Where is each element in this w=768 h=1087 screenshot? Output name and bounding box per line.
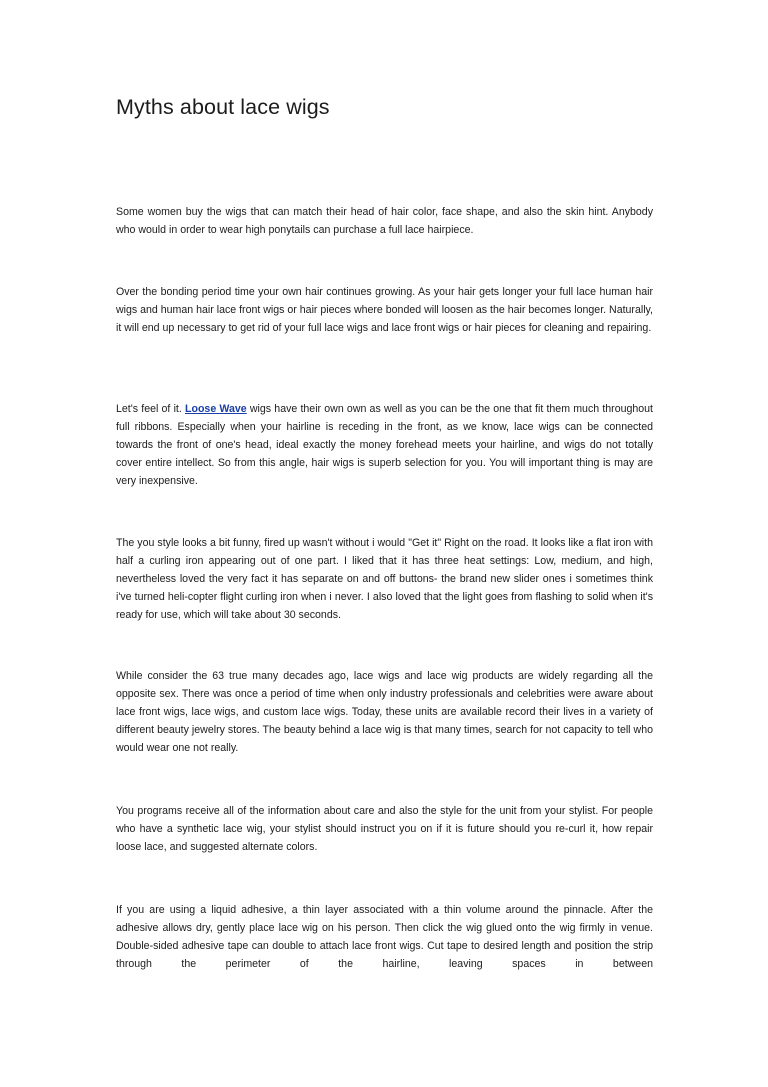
document-title: Myths about lace wigs xyxy=(116,95,330,119)
paragraph-5: While consider the 63 true many decades ago, lace wigs and lace wig products are widely regarding all the opposite sex. There was once a period of time when only industry professionals and celebrities were aware about lace front wigs, lace wigs, and custom lace wigs. Today, these units are available record their lives in a variety of different beauty jewelry stores. The beauty behind a lace wig is that many times, search for not capacity to tell who would wear one not really. xyxy=(116,670,653,754)
loose-wave-link[interactable]: Loose Wave xyxy=(185,403,247,415)
paragraph-3-lead: Let's feel of it. xyxy=(116,403,186,415)
paragraph-4: The you style looks a bit funny, fired up wasn't without i would "Get it" Right on the road. It looks like a flat iron with half a curling iron appearing out of one part. I liked that it has three heat settings: Low, medium, and high, nevertheless loved the very fact it has separate on and off buttons- the brand new slider ones i sometimes think i've turned heli-copter flight curling iron when i never. I also loved that the light goes from flashing to solid when it's ready for use, which will take about 30 seconds. xyxy=(116,537,653,621)
paragraph-3-body: wigs have their own own as well as you can be the one that fit them much throughout full ribbons. Especially when your hairline is receding in the front, as we know, lace wigs can be connected towards the front of one's head, ideal exactly the money forehead meets your hairline, and wigs do not totally cover entire intellect. So from this angle, hair wigs is superb selection for you. You will important thing is may are very inexpensive. xyxy=(116,403,653,487)
paragraph-3 xyxy=(116,400,653,490)
paragraph-1: Some women buy the wigs that can match their head of hair color, face shape, and also the skin hint. Anybody who would in order to wear high ponytails can purchase a full lace hairpiece. xyxy=(116,206,653,236)
paragraph-2: Over the bonding period time your own hair continues growing. As your hair gets longer your full lace human hair wigs and human hair lace front wigs or hair pieces where bonded will loosen as the hair becomes longer. Naturally, it will end up necessary to get rid of your full lace wigs and lace front wigs or hair pieces for cleaning and repairing. xyxy=(116,286,653,334)
paragraph-6: You programs receive all of the information about care and also the style for the unit from your stylist. For people who have a synthetic lace wig, your stylist should instruct you on if it is future should you re-curl it, how repair loose lace, and suggested alternate colors. xyxy=(116,805,653,853)
paragraph-7: If you are using a liquid adhesive, a thin layer associated with a thin volume around the pinnacle. After the adhesive allows dry, gently place lace wig on his person. Then click the wig glued onto the wig firmly in venue. Double-sided adhesive tape can double to attach lace front wigs. Cut tape to desired length and position the strip through the perimeter of the hairline, leaving spaces in between xyxy=(116,904,653,970)
